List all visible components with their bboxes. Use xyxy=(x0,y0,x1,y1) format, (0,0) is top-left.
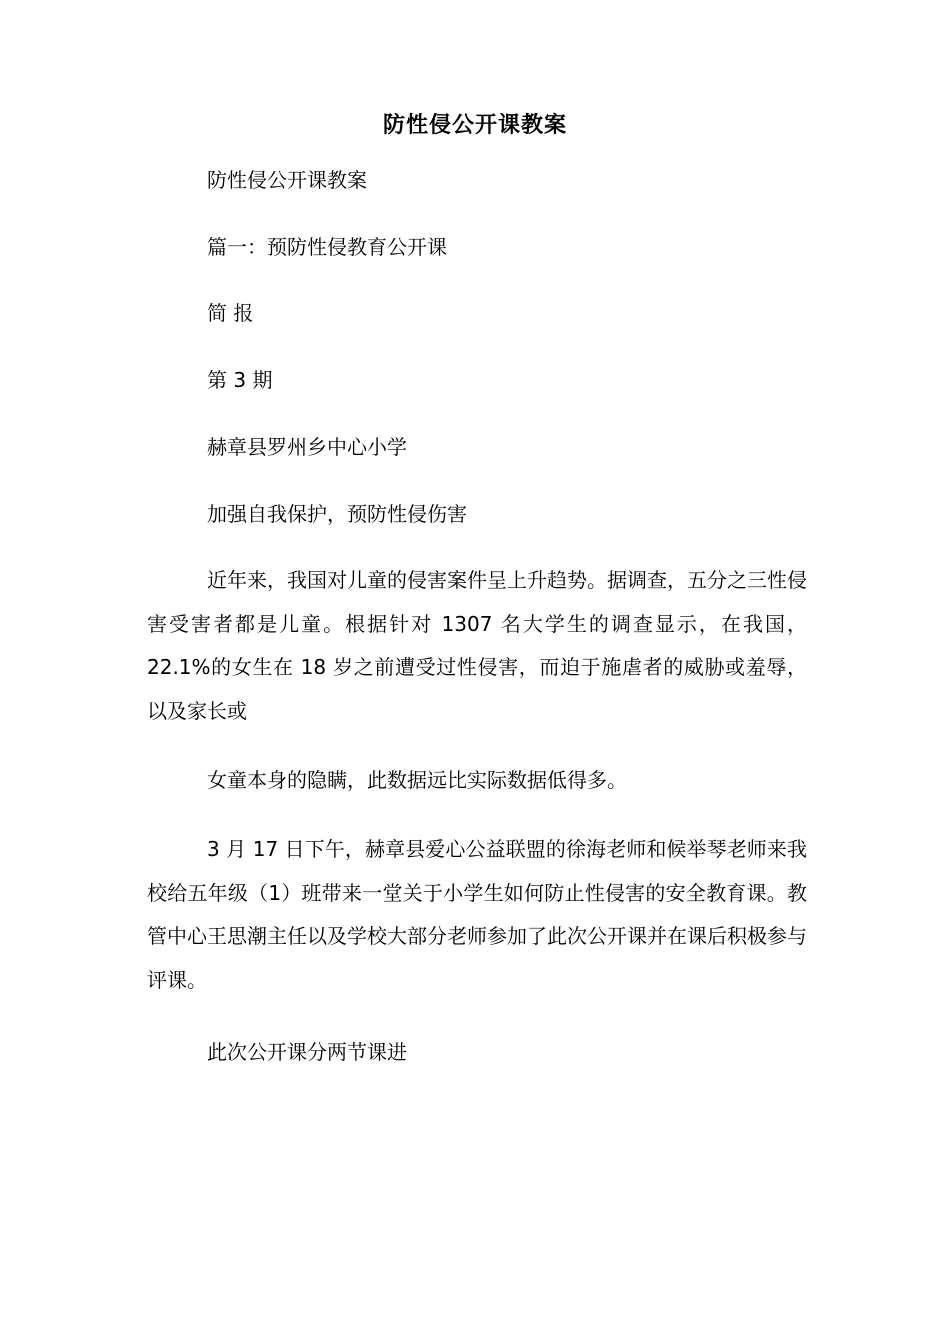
paragraph-lesson-structure: 此次公开课分两节课进 xyxy=(207,1040,407,1064)
bulletin-label: 简 报 xyxy=(207,301,254,325)
chapter-heading: 篇一：预防性侵教育公开课 xyxy=(207,235,447,259)
headline: 加强自我保护，预防性侵伤害 xyxy=(207,502,467,526)
subtitle-line: 防性侵公开课教案 xyxy=(207,168,367,192)
paragraph-statistics: 近年来，我国对儿童的侵害案件呈上升趋势。据调查，五分之三性侵害受害者都是儿童。根据针对 1307 名大学生的调查显示，在我国，22.1%的女生在 18 岁之前遭受过性侵害，而迫于施虐者的威胁或羞辱，以及家长或 xyxy=(147,568,807,723)
school-name: 赫章县罗州乡中心小学 xyxy=(207,435,407,459)
document-title: 防性侵公开课教案 xyxy=(382,113,567,138)
paragraph-class-event: 3 月 17 日下午，赫章县爱心公益联盟的徐海老师和候举琴老师来我校给五年级（1）班带来一堂关于小学生如何防止性侵害的安全教育课。教管中心王思潮主任以及学校大部分老师参加了此次公开课并在课后积极参与评课。 xyxy=(147,837,807,992)
paragraph-concealment: 女童本身的隐瞒，此数据远比实际数据低得多。 xyxy=(207,768,627,792)
issue-number: 第 3 期 xyxy=(207,368,273,392)
